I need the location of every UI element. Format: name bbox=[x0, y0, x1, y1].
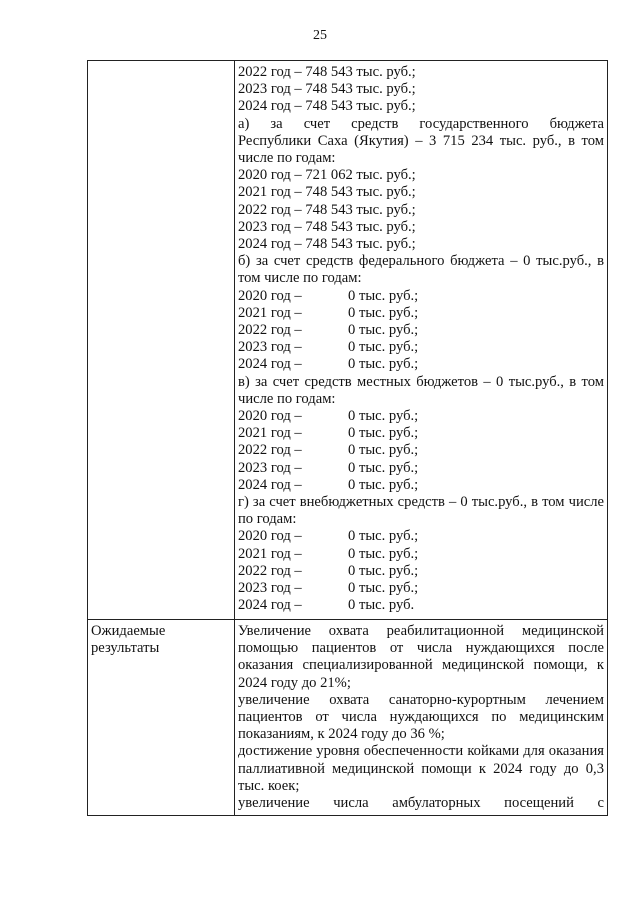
year-label: 2022 год – bbox=[238, 442, 302, 459]
funding-line: 2022 год – 748 543 тыс. руб.; bbox=[238, 64, 416, 80]
funding-line: 2023 год – 748 543 тыс. руб.; bbox=[238, 81, 416, 98]
federal-year-line bbox=[238, 356, 604, 373]
year-label: 2023 год – bbox=[238, 459, 302, 476]
state-budget-heading-cont: Республики Саха (Якутия) – 3 715 234 тыс. руб., в том числе по годам: bbox=[238, 132, 604, 167]
expected-results-content bbox=[235, 620, 608, 816]
state-budget-year-line: 2024 год – 748 543 тыс. руб.; bbox=[238, 236, 416, 253]
federal-year-line bbox=[238, 305, 604, 322]
local-year-line bbox=[238, 477, 604, 494]
year-value: 0 тыс. руб.; bbox=[348, 580, 419, 597]
extrabudget-year-line bbox=[238, 580, 604, 597]
funding-row bbox=[88, 61, 608, 620]
local-budget-heading: в) за счет средств местных бюджетов – 0 тыс.руб., в том числе по годам: bbox=[238, 373, 604, 407]
local-year-line bbox=[238, 442, 604, 459]
state-budget-heading: а) за счет средств государственного бюджета bbox=[238, 115, 604, 132]
year-label: 2021 год – bbox=[238, 545, 302, 562]
year-label: 2024 год – bbox=[238, 597, 302, 614]
extrabudget-heading: г) за счет внебюджетных средств – 0 тыс.руб., в том числе по годам: bbox=[238, 494, 604, 528]
year-label: 2023 год – bbox=[238, 339, 302, 356]
extrabudget-year-line bbox=[238, 563, 604, 580]
extrabudget-year-line bbox=[238, 528, 604, 545]
local-year-line bbox=[238, 425, 604, 442]
year-label: 2024 год – bbox=[238, 356, 302, 373]
year-label: 2020 год – bbox=[238, 528, 302, 545]
year-value: 0 тыс. руб.; bbox=[348, 339, 419, 356]
federal-year-line bbox=[238, 322, 604, 339]
year-value: 0 тыс. руб.; bbox=[348, 304, 419, 321]
year-value: 0 тыс. руб.; bbox=[348, 562, 419, 579]
year-label: 2021 год – bbox=[238, 304, 302, 321]
state-budget-year-line: 2023 год – 748 543 тыс. руб.; bbox=[238, 218, 416, 235]
year-value: 0 тыс. руб.; bbox=[348, 459, 419, 476]
state-budget-year-line: 2022 год – 748 543 тыс. руб.; bbox=[238, 201, 416, 218]
year-label: 2023 год – bbox=[238, 580, 302, 597]
year-value: 0 тыс. руб.; bbox=[348, 287, 419, 304]
funding-row-label bbox=[88, 61, 235, 620]
state-budget-year-line: 2021 год – 748 543 тыс. руб.; bbox=[238, 184, 416, 201]
federal-year-line bbox=[238, 288, 604, 305]
federal-budget-heading: б) за счет средств федерального бюджета – 0 тыс.руб., в том числе по годам: bbox=[238, 253, 604, 287]
funding-row-content bbox=[235, 61, 608, 620]
result-paragraph: достижение уровня обеспеченности койками для оказания паллиативной медицинской помощи к 2024 году до 0,3 тыс. коек; bbox=[238, 743, 604, 794]
year-label: 2022 год – bbox=[238, 562, 302, 579]
year-value: 0 тыс. руб.; bbox=[348, 545, 419, 562]
federal-year-line bbox=[238, 339, 604, 356]
year-value: 0 тыс. руб.; bbox=[348, 425, 419, 442]
result-paragraph-cut: увеличение числа амбулаторных посещений с bbox=[238, 795, 604, 812]
year-label: 2021 год – bbox=[238, 425, 302, 442]
program-passport-table bbox=[87, 60, 608, 816]
page-number: 25 bbox=[313, 28, 327, 43]
extrabudget-year-line bbox=[238, 546, 604, 563]
expected-results-row bbox=[88, 620, 608, 816]
year-label: 2020 год – bbox=[238, 408, 302, 425]
year-value: 0 тыс. руб.; bbox=[348, 476, 419, 493]
expected-results-label: Ожидаемые результаты bbox=[88, 620, 235, 816]
extrabudget-year-line bbox=[238, 597, 604, 614]
year-label: 2022 год – bbox=[238, 322, 302, 339]
result-paragraph: увеличение охвата санаторно-курортным лечением пациентов от числа нуждающихся по медицинским показаниям, к 2024 году до 36 %; bbox=[238, 691, 604, 743]
result-paragraph: Увеличение охвата реабилитационной медицинской помощью пациентов от числа нуждающихся после оказания специализированной медицинской помощи, к 2024 году до 21%; bbox=[238, 623, 604, 691]
state-budget-year-line: 2020 год – 721 062 тыс. руб.; bbox=[238, 167, 416, 184]
year-value: 0 тыс. руб. bbox=[348, 597, 415, 614]
funding-line: 2024 год – 748 543 тыс. руб.; bbox=[238, 98, 416, 115]
year-value: 0 тыс. руб.; bbox=[348, 442, 419, 459]
local-year-line bbox=[238, 408, 604, 425]
year-value: 0 тыс. руб.; bbox=[348, 528, 419, 545]
local-year-line bbox=[238, 460, 604, 477]
year-label: 2020 год – bbox=[238, 287, 302, 304]
year-value: 0 тыс. руб.; bbox=[348, 356, 419, 373]
year-value: 0 тыс. руб.; bbox=[348, 322, 419, 339]
year-value: 0 тыс. руб.; bbox=[348, 408, 419, 425]
year-label: 2024 год – bbox=[238, 476, 302, 493]
